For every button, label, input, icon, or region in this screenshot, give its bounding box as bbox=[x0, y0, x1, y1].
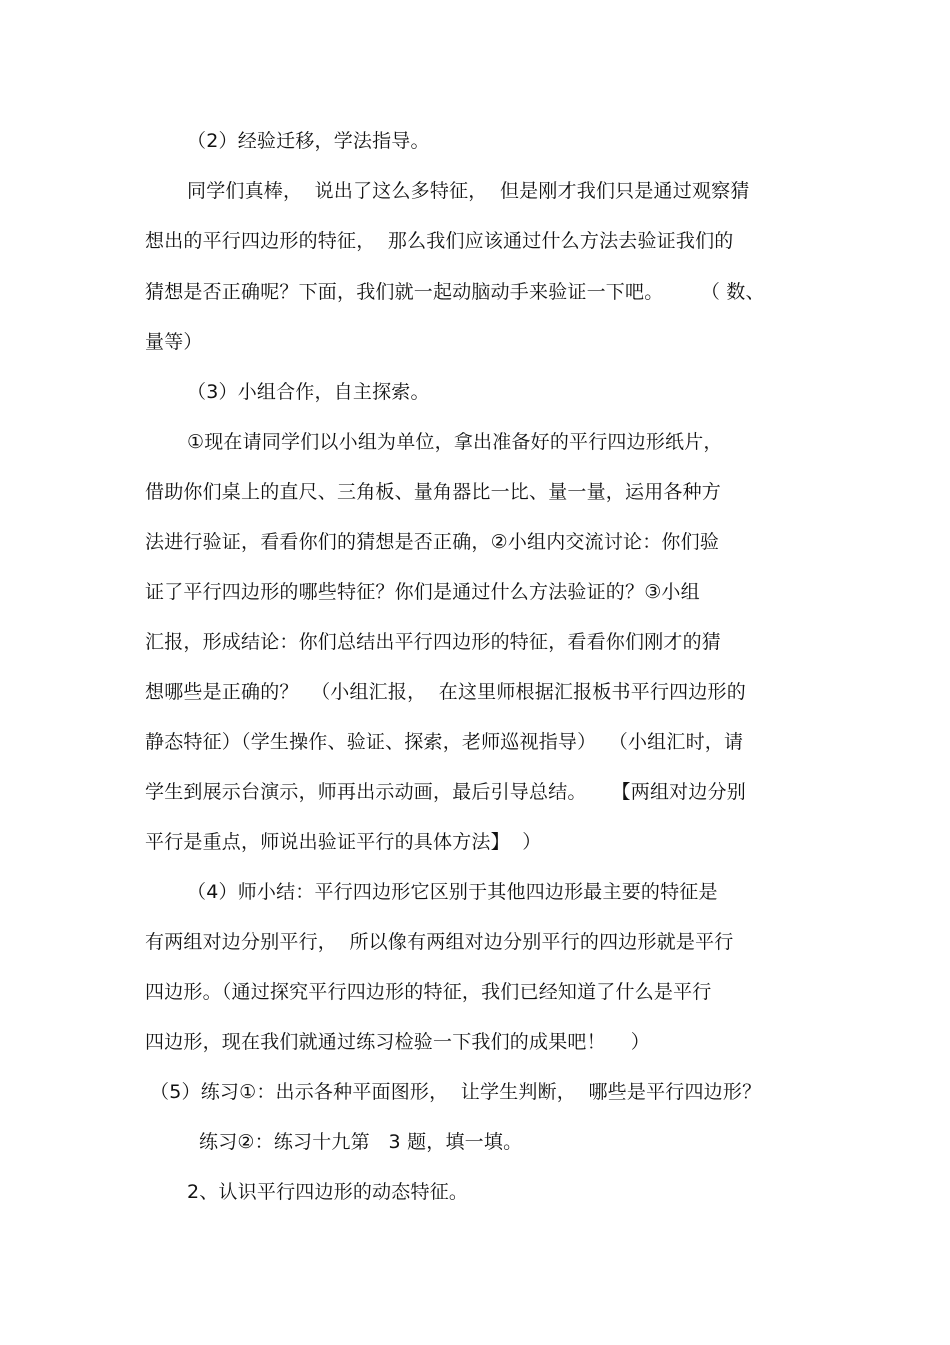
text-line: 四边形，现在我们就通过练习检验一下我们的成果吧！ ） bbox=[145, 1031, 650, 1053]
text-line: 证了平行四边形的哪些特征？你们是通过什么方法验证的？③小组 bbox=[145, 581, 700, 603]
text-line: 练习②：练习十九第 3 题，填一填。 bbox=[199, 1131, 523, 1153]
text-line: 猜想是否正确呢？下面，我们就一起动脑动手来验证一下吧。 （ 数、 bbox=[145, 281, 765, 303]
text-line: 量等） bbox=[145, 331, 203, 353]
text-line: 借助你们桌上的直尺、三角板、量角器比一比、量一量，运用各种方 bbox=[145, 481, 722, 503]
text-line: 四边形。（通过探究平行四边形的特征，我们已经知道了什么是平行 bbox=[145, 981, 712, 1003]
text-line: 想出的平行四边形的特征， 那么我们应该通过什么方法去验证我们的 bbox=[145, 230, 734, 252]
text-line: 同学们真棒， 说出了这么多特征， 但是刚才我们只是通过观察猜 bbox=[187, 180, 750, 202]
paragraph-heading-4: （4）师小结：平行四边形它区别于其他四边形最主要的特征是 bbox=[187, 881, 718, 903]
text-line: 平行是重点，师说出验证平行的具体方法】 ） bbox=[145, 831, 542, 853]
text-line: 学生到展示台演示，师再出示动画，最后引导总结。 【两组对边分别 bbox=[145, 781, 746, 803]
text-line: 有两组对边分别平行， 所以像有两组对边分别平行的四边形就是平行 bbox=[145, 931, 734, 953]
text-line: 想哪些是正确的？ （小组汇报， 在这里师根据汇报板书平行四边形的 bbox=[145, 681, 746, 703]
paragraph-heading-3: （3）小组合作，自主探索。 bbox=[187, 381, 430, 403]
text-line: ①现在请同学们以小组为单位，拿出准备好的平行四边形纸片， bbox=[187, 431, 723, 453]
paragraph-heading-2: （2）经验迁移，学法指导。 bbox=[187, 130, 430, 152]
text-line: 静态特征）（学生操作、验证、探索，老师巡视指导） （小组汇时，请 bbox=[145, 731, 744, 753]
text-line: 法进行验证，看看你们的猜想是否正确，②小组内交流讨论：你们验 bbox=[145, 531, 720, 553]
text-line: 汇报，形成结论：你们总结出平行四边形的特征，看看你们刚才的猜 bbox=[145, 631, 722, 653]
section-heading: 2、认识平行四边形的动态特征。 bbox=[187, 1181, 469, 1203]
paragraph-heading-5: （5）练习①：出示各种平面图形， 让学生判断， 哪些是平行四边形？ bbox=[150, 1081, 762, 1103]
